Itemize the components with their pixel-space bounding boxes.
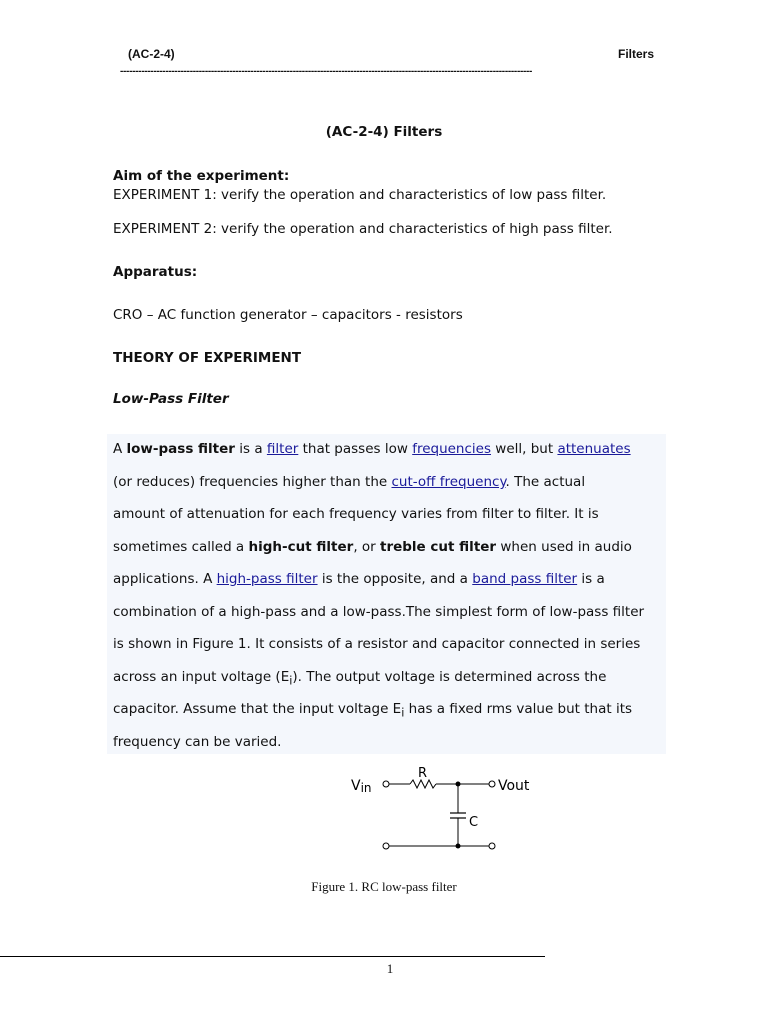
- link-attenuates[interactable]: attenuates: [557, 441, 631, 457]
- apparatus-heading: Apparatus:: [113, 264, 198, 280]
- text-run: is a: [234, 441, 267, 457]
- figure-caption: Figure 1. RC low-pass filter: [311, 879, 457, 894]
- text-run: that passes low: [298, 441, 413, 457]
- page-title: (AC-2-4) Filters: [325, 124, 443, 140]
- vin-label: Vin: [351, 778, 372, 795]
- input-terminal-bottom: [383, 843, 389, 849]
- text-run: is the opposite, and a: [317, 571, 473, 587]
- resistor-symbol: [410, 780, 436, 788]
- link-band-pass-filter[interactable]: band pass filter: [472, 571, 578, 587]
- header-rule: ----------------------------------------------------------------------------------------------------------------------------------------: [120, 66, 533, 77]
- section-heading: Low-Pass Filter: [113, 391, 229, 407]
- text-run: when used in audio: [496, 539, 632, 555]
- output-terminal-top: [489, 781, 495, 787]
- link-high-pass-filter[interactable]: high-pass filter: [216, 571, 318, 587]
- text-run: across an input voltage (E: [113, 669, 290, 685]
- subscript: i: [401, 706, 405, 720]
- text-run: has a fixed rms value but that its: [404, 701, 633, 717]
- link-cut-off-frequency[interactable]: cut-off frequency: [391, 474, 506, 490]
- paragraph-line-3: amount of attenuation for each frequency varies from filter to filter. It is: [113, 506, 599, 522]
- link-frequencies[interactable]: frequencies: [412, 441, 491, 457]
- junction-dot: [456, 844, 461, 849]
- header-right: Filters: [617, 47, 654, 61]
- text-run: well, but: [491, 441, 558, 457]
- aim-heading: Aim of the experiment:: [113, 168, 290, 184]
- term-low-pass-filter: low-pass filter: [126, 441, 235, 457]
- footer-rule: [0, 956, 545, 957]
- input-terminal-top: [383, 781, 389, 787]
- experiment-2: EXPERIMENT 2: verify the operation and characteristics of high pass filter.: [113, 221, 613, 237]
- header-left: (AC-2-4): [128, 47, 175, 61]
- paragraph-line-7: is shown in Figure 1. It consists of a resistor and capacitor connected in series: [113, 636, 641, 652]
- paragraph-line-6: combination of a high-pass and a low-pass.The simplest form of low-pass filter: [113, 604, 645, 620]
- apparatus-list: CRO – AC function generator – capacitors - resistors: [113, 307, 463, 323]
- text-run: , or: [353, 539, 380, 555]
- term-treble-cut-filter: treble cut filter: [380, 539, 497, 555]
- vout-label: Vout: [498, 778, 530, 794]
- output-terminal-bottom: [489, 843, 495, 849]
- text-run: sometimes called a: [113, 539, 249, 555]
- text-run: A: [113, 441, 127, 457]
- term-high-cut-filter: high-cut filter: [248, 539, 354, 555]
- text-run: . The actual: [505, 474, 586, 490]
- capacitor-label: C: [469, 815, 479, 830]
- theory-heading: THEORY OF EXPERIMENT: [113, 350, 302, 366]
- text-run: applications. A: [113, 571, 217, 587]
- text-run: is a: [577, 571, 605, 587]
- text-run: ). The output voltage is determined across the: [292, 669, 607, 685]
- subscript: i: [289, 674, 293, 688]
- link-filter[interactable]: filter: [266, 441, 299, 457]
- paragraph-line-10: frequency can be varied.: [113, 734, 282, 750]
- resistor-label: R: [418, 766, 428, 781]
- page-number: 1: [386, 961, 394, 976]
- text-run: capacitor. Assume that the input voltage E: [113, 701, 402, 717]
- text-run: (or reduces) frequencies higher than the: [113, 474, 392, 490]
- experiment-1: EXPERIMENT 1: verify the operation and characteristics of low pass filter.: [113, 187, 607, 203]
